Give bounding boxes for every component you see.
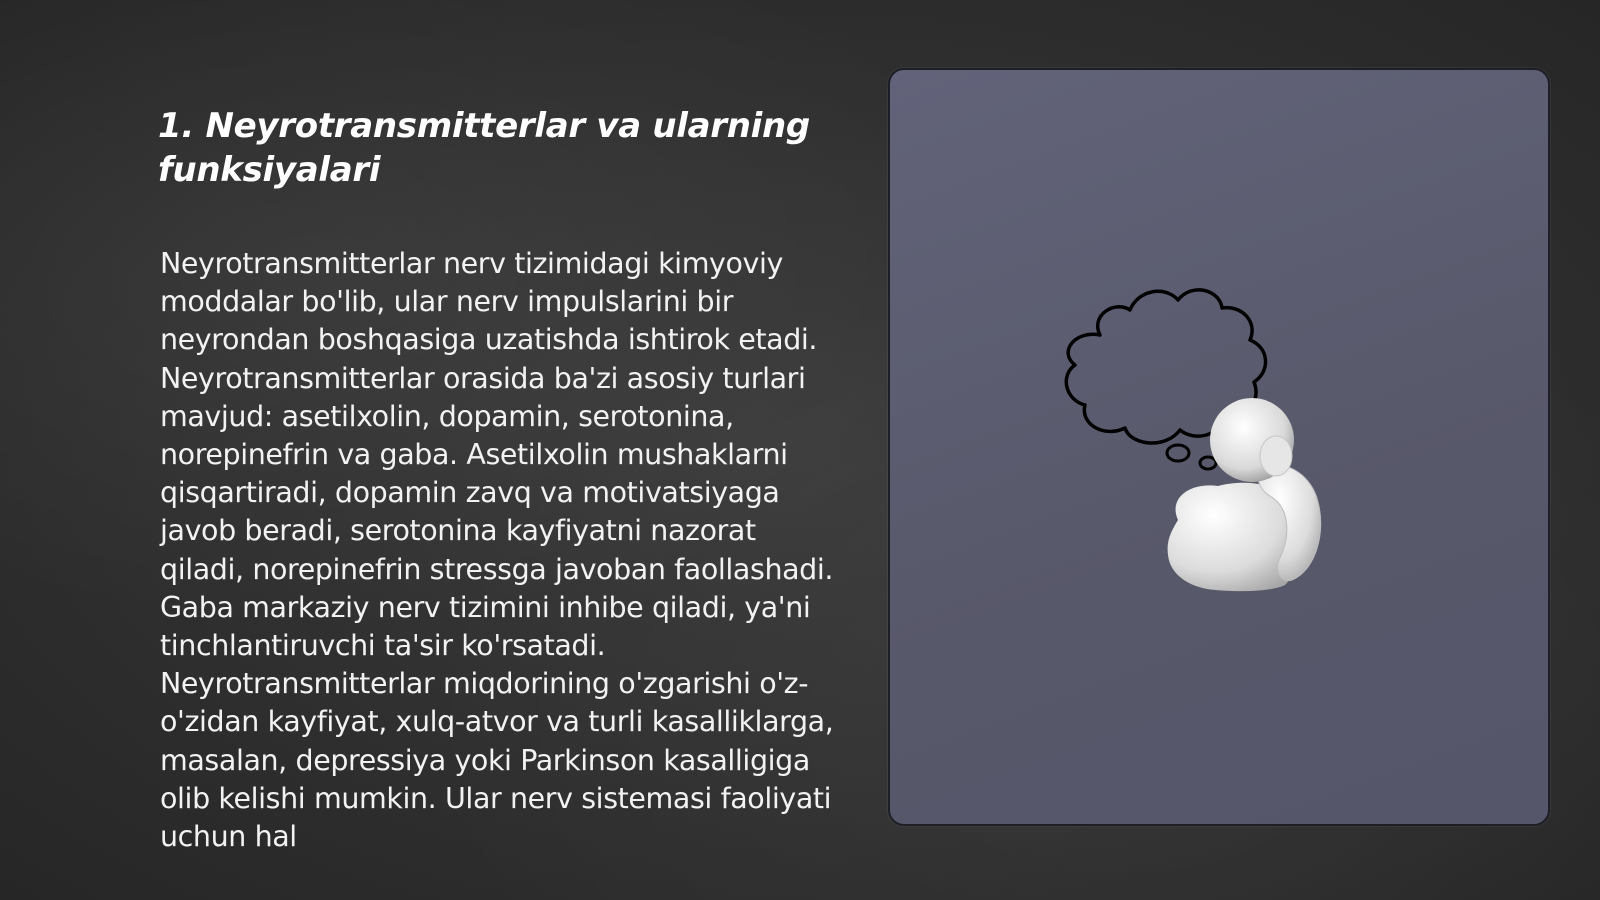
- slide-body-text: Neyrotransmitterlar nerv tizimidagi kimyoviy moddalar bo'lib, ular nerv impulslarini bir neyrondan boshqasiga uzatishda ishtirok etadi. Neyrotransmitterlar orasida ba'zi asosiy turlari mavjud: asetilxolin, dopamin, serotonina, norepinefrin va gaba. Asetilxolin mushaklarni qisqartiradi, dopamin zavq va motivatsiyaga javob beradi, serotonina kayfiyatni nazorat qiladi, norepinefrin stressga javoban faollashadi. Gaba markaziy nerv tizimini inhibe qiladi, ya'ni tinchlantiruvchi ta'sir ko'rsatadi. Neyrotransmitterlar miqdorining o'zgarishi o'z-o'zidan kayfiyat, xulq-atvor va turli kasalliklarga, masalan, depressiya yoki Parkinson kasalligiga olib kelishi mumkin. Ular nerv sistemasi faoliyati uchun hal: [160, 247, 834, 854]
- slide-title: 1. Neyrotransmitterlar va ularning funksiyalari: [158, 106, 810, 190]
- thinking-person-with-thought-bubble-icon: [1030, 270, 1360, 610]
- image-panel: [888, 68, 1550, 826]
